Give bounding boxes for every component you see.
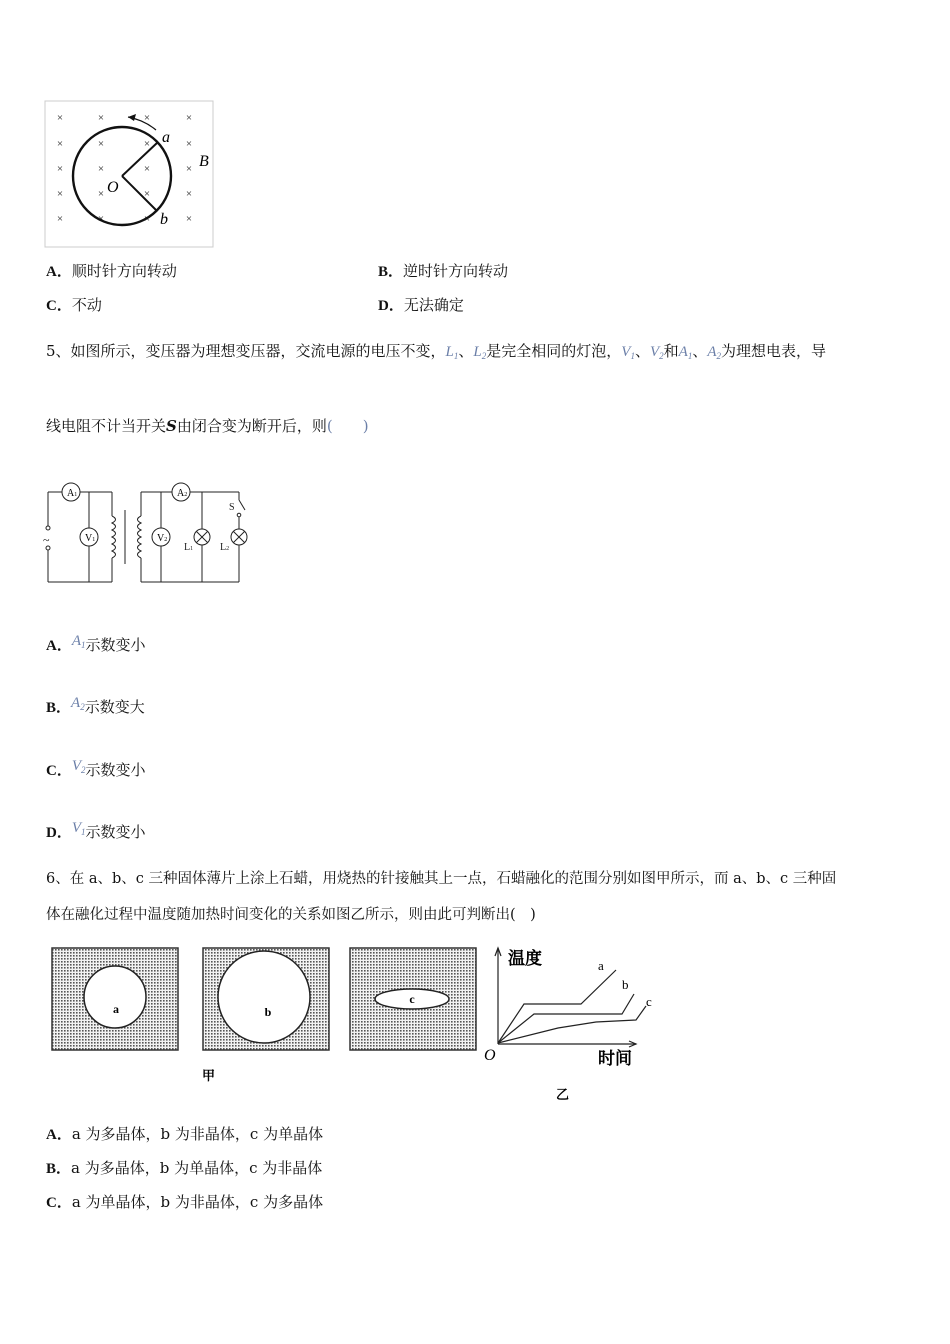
q5-option-c bbox=[46, 756, 146, 781]
q4-option-b bbox=[378, 261, 508, 282]
plate-c bbox=[350, 948, 476, 1050]
option-symbol: $V_2$ bbox=[71, 758, 86, 775]
graph-y-label: 温度 bbox=[508, 949, 542, 968]
label-a: a bbox=[162, 129, 170, 146]
svg-text:×: × bbox=[97, 112, 105, 124]
option-letter: D． bbox=[46, 825, 72, 841]
option-symbol: $V_1$ bbox=[71, 820, 86, 837]
svg-text:V1: V1 bbox=[85, 533, 96, 544]
option-text: a 为单晶体，b 为非晶体，c 为多晶体 bbox=[71, 1193, 324, 1211]
switch-label: S bbox=[229, 502, 235, 513]
option-letter: B． bbox=[46, 700, 72, 716]
curve-c-label: c bbox=[646, 994, 652, 1009]
option-letter: C． bbox=[46, 1195, 72, 1211]
q5-stem-line1 bbox=[46, 341, 826, 366]
ac-source-symbol: ~ bbox=[43, 533, 50, 547]
svg-text:×: × bbox=[185, 213, 193, 225]
svg-text:×: × bbox=[97, 163, 105, 175]
svg-text:×: × bbox=[97, 138, 105, 150]
symbol-l2: $L_2$ bbox=[473, 344, 487, 361]
curve-b-label: b bbox=[622, 977, 629, 992]
q6-option-b bbox=[46, 1158, 322, 1179]
option-letter: C． bbox=[46, 298, 72, 314]
q5-option-a bbox=[46, 631, 146, 656]
svg-text:V2: V2 bbox=[157, 533, 168, 544]
symbol-a1: $A_1$ bbox=[678, 344, 693, 361]
option-letter: A． bbox=[46, 1127, 72, 1143]
q6-option-a bbox=[46, 1124, 323, 1145]
separator: 、 bbox=[692, 342, 708, 360]
svg-text:×: × bbox=[143, 138, 151, 150]
option-text: 无法确定 bbox=[403, 296, 464, 314]
conjunction: 和 bbox=[663, 342, 679, 360]
svg-text:×: × bbox=[185, 163, 193, 175]
lamp-l2 bbox=[231, 529, 247, 545]
svg-text:×: × bbox=[143, 112, 151, 124]
q6-stem-line2: 体在融化过程中温度随加热时间变化的关系如图乙所示，则由此可判断出( ) bbox=[46, 907, 536, 923]
label-b: b bbox=[160, 211, 168, 228]
curve-b bbox=[498, 994, 634, 1043]
svg-text:A1: A1 bbox=[67, 488, 78, 499]
q6-option-c bbox=[46, 1192, 323, 1213]
graph-x-label: 时间 bbox=[598, 1049, 632, 1068]
q4-figure bbox=[44, 100, 216, 250]
label-B: B bbox=[199, 153, 209, 170]
option-text: a 为多晶体，b 为单晶体，c 为非晶体 bbox=[71, 1159, 323, 1177]
lamp-l1-label: L1 bbox=[184, 542, 194, 553]
svg-text:×: × bbox=[185, 188, 193, 200]
label-o: O bbox=[107, 179, 119, 196]
q5-option-b bbox=[46, 693, 145, 718]
answer-parentheses: ( ) bbox=[326, 417, 369, 435]
svg-text:×: × bbox=[143, 163, 151, 175]
option-letter: B． bbox=[378, 264, 404, 280]
ammeter-a1 bbox=[62, 483, 80, 501]
q4-option-c bbox=[46, 295, 102, 316]
option-text: 示数变小 bbox=[85, 823, 146, 841]
curve-a bbox=[498, 970, 616, 1043]
symbol-a2: $A_2$ bbox=[707, 344, 721, 361]
curve-a-label: a bbox=[598, 958, 604, 973]
q6-figure bbox=[46, 940, 666, 1105]
q5-stem-text: 是完全相同的灯泡， bbox=[486, 342, 622, 360]
q5-stem-line2 bbox=[46, 416, 369, 436]
q5-circuit-figure bbox=[40, 478, 255, 588]
q5-stem-text: 5、如图所示，变压器为理想变压器，交流电源的电压不变， bbox=[46, 342, 446, 360]
option-text: a 为多晶体，b 为非晶体，c 为单晶体 bbox=[71, 1125, 324, 1143]
q5-stem-text: 由闭合变为断开后，则 bbox=[176, 417, 327, 435]
figure-jia-caption: 甲 bbox=[202, 1068, 216, 1083]
svg-text:×: × bbox=[56, 138, 64, 150]
q4-option-a bbox=[46, 261, 177, 282]
option-symbol: $A_1$ bbox=[71, 633, 86, 650]
ammeter-a2 bbox=[172, 483, 190, 501]
lamp-l1 bbox=[194, 529, 210, 545]
svg-text:×: × bbox=[97, 188, 105, 200]
q5-stem-text: 当开关 bbox=[121, 417, 167, 435]
graph-origin: O bbox=[484, 1047, 496, 1064]
q5-option-d bbox=[46, 818, 146, 843]
q6-stem-line1: 6、在 a、b、c 三种固体薄片上涂上石蜡，用烧热的针接触其上一点，石蜡融化的范围分别如图甲所示，而 a、b、c 三种固 bbox=[46, 871, 837, 887]
option-symbol: $A_2$ bbox=[71, 695, 85, 712]
separator: 、 bbox=[634, 342, 650, 360]
plate-b bbox=[203, 948, 329, 1050]
q5-stem-text: 为理想电表，导 bbox=[721, 342, 827, 360]
radius-oa bbox=[122, 142, 158, 176]
option-letter: D． bbox=[378, 298, 404, 314]
magnetic-field-crosses bbox=[57, 112, 192, 225]
symbol-l1: $L_1$ bbox=[445, 344, 459, 361]
option-letter: C． bbox=[46, 763, 72, 779]
radius-ob bbox=[122, 176, 157, 211]
svg-text:A2: A2 bbox=[177, 488, 188, 499]
svg-text:×: × bbox=[56, 163, 64, 175]
option-text: 不动 bbox=[71, 296, 102, 314]
option-text: 顺时针方向转动 bbox=[71, 262, 177, 280]
svg-text:×: × bbox=[143, 213, 151, 225]
q4-option-d bbox=[378, 295, 464, 316]
plate-b-label: b bbox=[264, 1005, 272, 1019]
separator: 、 bbox=[458, 342, 474, 360]
lamp-l2-label: L2 bbox=[220, 542, 230, 553]
svg-text:×: × bbox=[56, 213, 64, 225]
svg-text:×: × bbox=[97, 213, 105, 225]
plate-a bbox=[52, 948, 178, 1050]
option-letter: A． bbox=[46, 638, 72, 654]
option-text: 示数变大 bbox=[84, 698, 145, 716]
option-text: 逆时针方向转动 bbox=[403, 262, 509, 280]
svg-text:×: × bbox=[185, 112, 193, 124]
option-letter: A． bbox=[46, 264, 72, 280]
svg-text:×: × bbox=[185, 138, 193, 150]
q5-stem-text: 线电阻不计 bbox=[46, 417, 122, 435]
voltmeter-v2 bbox=[152, 528, 170, 546]
svg-text:×: × bbox=[56, 112, 64, 124]
plate-c-label: c bbox=[409, 992, 415, 1006]
svg-text:×: × bbox=[56, 188, 64, 200]
plate-a-label: a bbox=[113, 1002, 119, 1016]
option-text: 示数变小 bbox=[85, 636, 146, 654]
switch-symbol: S bbox=[166, 417, 177, 435]
option-letter: B． bbox=[46, 1161, 72, 1177]
symbol-v2: $V_2$ bbox=[649, 344, 664, 361]
svg-text:×: × bbox=[143, 188, 151, 200]
option-text: 示数变小 bbox=[85, 761, 146, 779]
figure-yi-caption: 乙 bbox=[556, 1087, 570, 1102]
voltmeter-v1 bbox=[80, 528, 98, 546]
symbol-v1: $V_1$ bbox=[621, 344, 635, 361]
rotation-arrowhead bbox=[128, 114, 136, 121]
